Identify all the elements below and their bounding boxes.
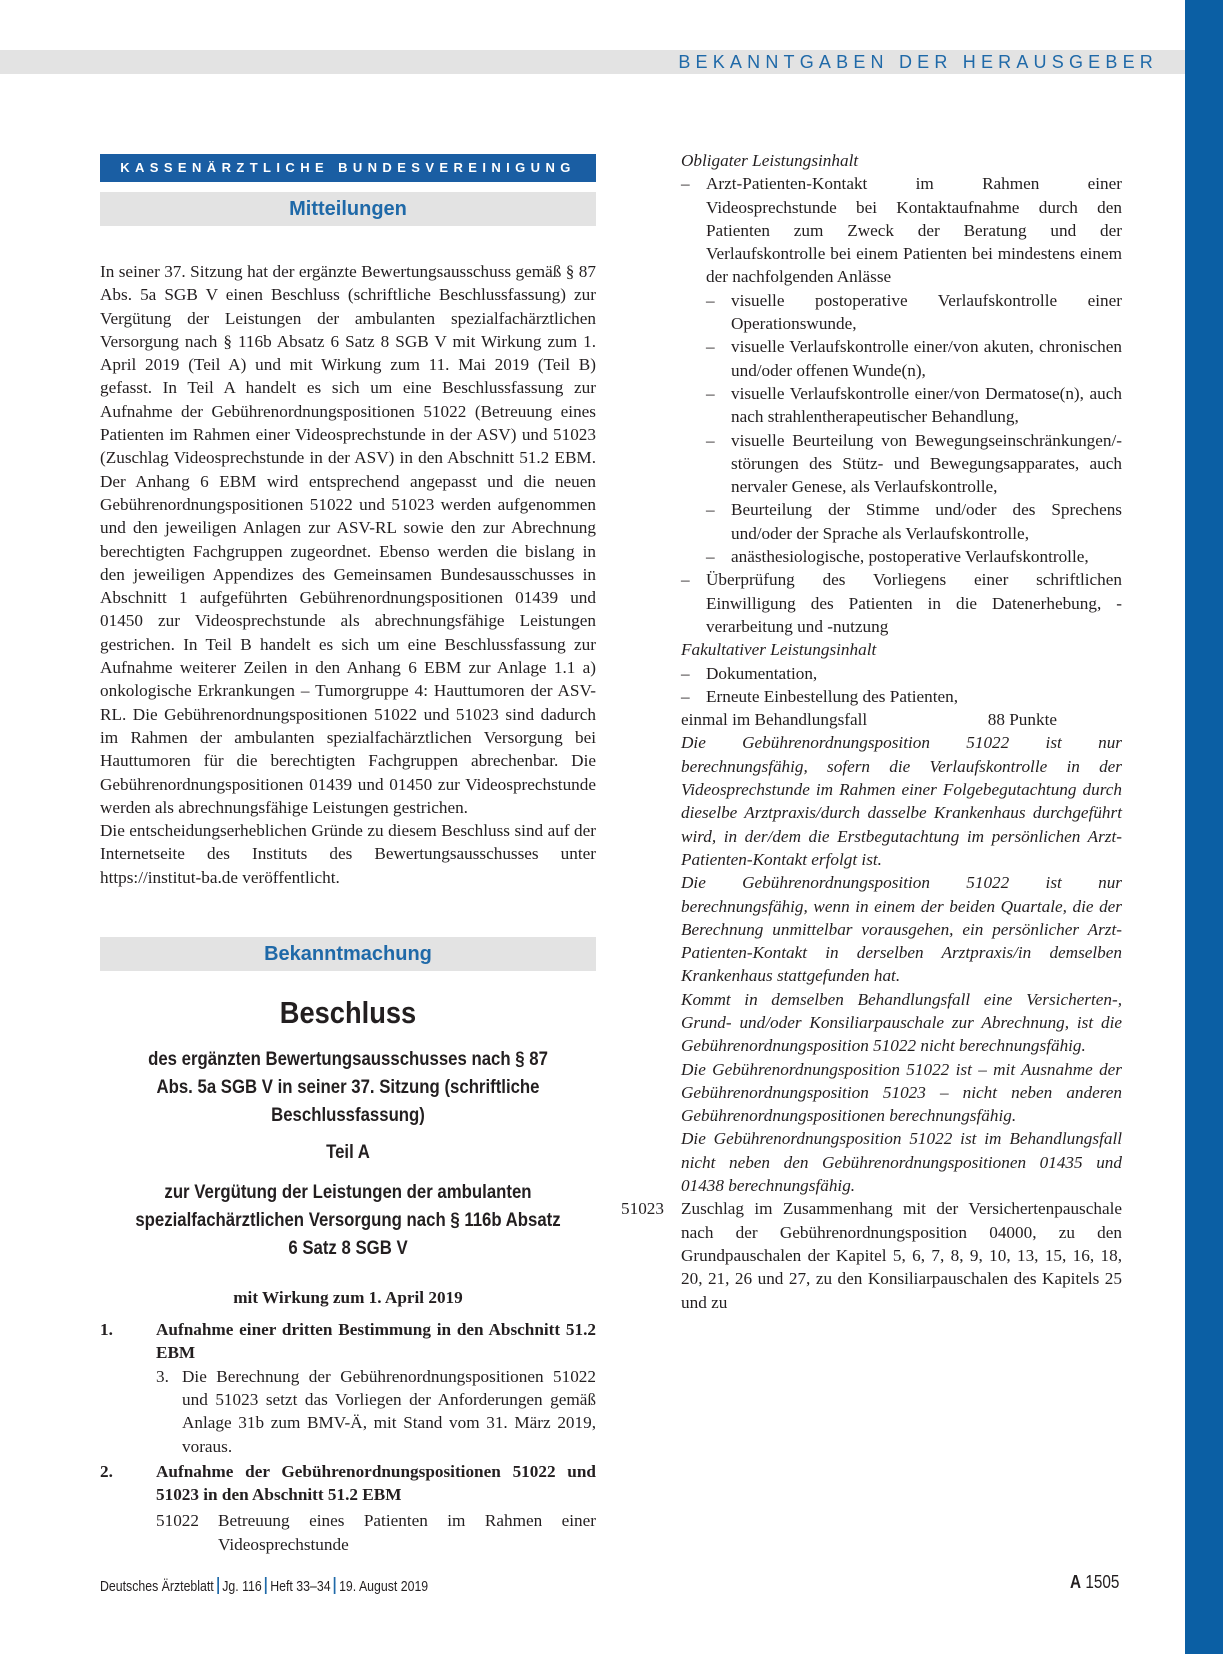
list-item-text: Überprüfung des Vorliegens einer schriftlichen Einwilligung des Patienten in die Datenerhebung, -verarbeitung und -nutzung [706, 570, 1122, 636]
fakultativ-heading: Fakultativer Leistungsinhalt [681, 640, 877, 660]
footer-separator [265, 1577, 267, 1594]
sub-list-item-text: anästhesiologische, postoperative Verlaufskontrolle, [731, 547, 1089, 567]
sub-list-item [681, 498, 1122, 545]
footer-citation [100, 1577, 428, 1595]
rule-note: Die Gebührenordnungsposition 51022 ist im Behandlungsfall nicht neben den Gebührenordnungspositionen 01435 und 01438 berechnungsfähig. [681, 1129, 1122, 1196]
footer-separator [334, 1577, 336, 1594]
dash-marker: – [706, 383, 715, 403]
obligat-heading: Obligater Leistungsinhalt [681, 151, 859, 170]
rule-note: Die Gebührenordnungsposition 51022 ist – mit Ausnahme der Gebührenordnungsposition 51023 – nicht neben anderen Gebührenordnungspositionen berechnungsfähig. [681, 1059, 1122, 1126]
dash-marker: – [706, 500, 715, 520]
punkte-value: 88 Punkte [987, 710, 1057, 730]
kbv-banner: KASSENÄRZTLICHE BUNDESVEREINIGUNG [100, 154, 596, 182]
beschluss-title: Beschluss [279, 995, 417, 1031]
dash-marker: – [706, 290, 715, 310]
dash-marker: – [706, 337, 715, 357]
list-item [100, 1460, 596, 1507]
rule-note: Kommt in demselben Behandlungsfall eine Versicherten-, Grund- und/oder Konsiliarpauschale zur Abrechnung, ist die Gebührenordnungsposition 51022 nicht berechnungsfähig. [681, 989, 1122, 1056]
dash-marker: – [706, 547, 715, 567]
volume: Jg. 116 [222, 1579, 262, 1595]
beschluss-subheading: des ergänzten Bewertungsausschusses nach § 87 Abs. 5a SGB V in seiner 37. Sitzung (schriftliche Beschlussfassung) [148, 1048, 548, 1127]
gop-description: Betreuung eines Patienten im Rahmen einer Videosprechstunde [218, 1511, 596, 1554]
issue-date: 19. August 2019 [339, 1579, 429, 1595]
sub-list-item-text: visuelle postoperative Verlaufskontrolle einer Operationswunde, [731, 290, 1122, 334]
reasons-paragraph: Die entscheidungserheblichen Gründe zu diesem Beschluss sind auf der Internetseite des Instituts des Bewertungsausschusses unter https://institut-ba.de veröffentlicht. [100, 821, 596, 887]
sub-list-item-text: visuelle Beurteilung von Bewegungseinschränkungen/-störungen des Stütz- und Bewegungsapparates, auch nervaler Genese, als Verlaufskontrolle, [731, 430, 1122, 497]
frequency-text: einmal im Behandlungsfall [681, 710, 868, 730]
rule-note: Die Gebührenordnungsposition 51022 ist nur berechnungsfähig, sofern die Verlaufskontrolle in der Videosprechstunde im Rahmen einer Folgebegutachtung durch dieselbe Arztpraxis/durch dasselbe Krankenhaus durchgeführt wird, in der/dem die Erstbegutachtung im persönlichen Arzt-Patienten-Kontakt erfolgt ist. [681, 733, 1122, 869]
mitteilungen-heading: Mitteilungen [100, 192, 596, 226]
gop-description: Zuschlag im Zusammenhang mit der Versichertenpauschale nach der Gebührenordnungsposition 04000, zu den Grundpauschalen der Kapitel 5, 6, 7, 8, 9, 10, 13, 15, 16, 18, 20, 21, 26 und 27, zu den Konsiliarpauschalen des Kapitels 25 und zu [681, 1199, 1122, 1312]
wirkung-date: mit Wirkung zum 1. April 2019 [233, 1288, 463, 1308]
verguetung-heading: zur Vergütung der Leistungen der ambulanten spezialfachärztlichen Versorgung nach § 116b Absatz 6 Satz 8 SGB V [135, 1181, 561, 1260]
list-item [100, 1318, 596, 1365]
sub-list-item [681, 289, 1122, 336]
sub-list-item-text: visuelle Verlaufskontrolle einer/von akuten, chronischen und/oder offenen Wunde(n), [731, 337, 1122, 380]
item-number: 1. [100, 1320, 113, 1340]
right-column [621, 149, 1122, 1314]
sub-list-item [681, 545, 1122, 568]
bekanntmachung-heading: Bekanntmachung [100, 937, 596, 971]
item-text: Aufnahme einer dritten Bestimmung in den Abschnitt 51.2 EBM [156, 1320, 596, 1363]
list-item [681, 685, 1122, 708]
list-item [681, 568, 1122, 638]
punkte-row [681, 708, 1059, 731]
issue: Heft 33–34 [270, 1579, 331, 1595]
gop-entry [621, 1197, 1122, 1313]
list-item-text: Arzt-Patienten-Kontakt im Rahmen einer Videosprechstunde bei Kontaktaufnahme durch den Patienten zum Zweck der Beratung und der Verlaufskontrolle bei einem Patienten bei mindestens einem der nachfolgenden Anlässe [706, 174, 1122, 287]
page-num: 1505 [1085, 1572, 1120, 1592]
side-color-bar [1185, 0, 1223, 1654]
dash-marker: – [706, 430, 715, 450]
sub-list-item-text: Beurteilung der Stimme und/oder des Sprechens und/oder der Sprache als Verlaufskontrolle, [731, 500, 1122, 543]
footer-separator [217, 1577, 219, 1594]
gop-number: 51023 [621, 1199, 664, 1219]
sub-list-item [681, 382, 1122, 429]
dash-marker: – [681, 686, 690, 706]
list-item-text: Dokumentation, [706, 663, 818, 683]
dash-marker: – [681, 174, 690, 194]
page-number [1070, 1572, 1119, 1593]
gop-entry [100, 1509, 596, 1556]
dash-marker: – [681, 663, 690, 683]
sub-item-text: Die Berechnung der Gebührenordnungspositionen 51022 und 51023 setzt das Vorliegen der Anforderungen gemäß Anlage 31b zum BMV-Ä, mit Stand vom 31. März 2019, voraus. [182, 1366, 596, 1456]
list-item-text: Erneute Einbestellung des Patienten, [706, 686, 959, 706]
list-item [681, 172, 1122, 288]
left-column [100, 154, 596, 1556]
item-text: Aufnahme der Gebührenordnungspositionen 51022 und 51023 in den Abschnitt 51.2 EBM [156, 1461, 596, 1505]
rule-note: Die Gebührenordnungsposition 51022 ist nur berechnungsfähig, wenn in einem der beiden Quartale, die der Berechnung unmittelbar vorausgehen, ein persönlicher Arzt-Patienten-Kontakt in derselben Arztpraxis/in demselben Krankenhaus stattgefunden hat. [681, 873, 1122, 986]
gop-number: 51022 [156, 1511, 199, 1531]
section-header-title: BEKANNTGABEN DER HERAUSGEBER [678, 52, 1158, 72]
intro-paragraph: In seiner 37. Sitzung hat der ergänzte Bewertungsausschuss gemäß § 87 Abs. 5a SGB V einen Beschluss (schriftliche Beschlussfassung) zur Vergütung der Leistungen der ambulanten spezialfachärztlichen Versorgung nach § 116b Absatz 6 Satz 8 SGB V mit Wirkung zum 1. April 2019 (Teil A) und mit Wirkung zum 11. Mai 2019 (Teil B) gefasst. In Teil A handelt es sich um eine Beschlussfassung zur Aufnahme der Gebührenordnungspositionen 51022 (Betreuung eines Patienten im Rahmen einer Videosprechstunde in der ASV) und 51023 (Zuschlag Videosprechstunde in der ASV) in den Abschnitt 51.2 EBM. Der Anhang 6 EBM wird entsprechend angepasst und die neuen Gebührenordnungspositionen 51022 und 51023 werden aufgenommen und den jeweiligen Anlagen zur ASV-RL sowie den zur Abrechnung berechtigten Fachgruppen zugeordnet. Ebenso werden die bislang in den jeweiligen Appendizes des Gemeinsamen Bundesausschusses in Abschnitt 1 aufgeführten Gebührenordnungspositionen 01439 und 01450 zur Videosprechstunde als abrechnungsfähige Leistungen gestrichen. In Teil B handelt es sich um eine Beschlussfassung zur Aufnahme weiterer Zeilen in den Anhang 6 EBM zur Anlage 1.1 a) onkologische Erkrankungen – Tumorgruppe 4: Hauttumoren der ASV-RL. Die Gebührenordnungspositionen 51022 und 51023 sind dadurch im Rahmen der ambulanten spezialfachärztlichen Versorgung bei Hauttumoren für die berechtigten Fachgruppen abrechenbar. Die Gebührenordnungspositionen 01439 und 01450 zur Videosprechstunde werden als abrechnungsfähige Leistungen gestrichen. [100, 262, 596, 817]
journal-name: Deutsches Ärzteblatt [100, 1579, 214, 1595]
page-prefix: A [1070, 1572, 1082, 1592]
dash-marker: – [681, 570, 690, 590]
sub-item-number: 3. [156, 1366, 169, 1386]
teil-label: Teil A [326, 1141, 370, 1164]
sub-list-item [681, 429, 1122, 499]
item-number: 2. [100, 1461, 113, 1481]
list-item [681, 662, 1122, 685]
sub-list-item [681, 335, 1122, 382]
sub-list-item [100, 1365, 596, 1458]
sub-list-item-text: visuelle Verlaufskontrolle einer/von Dermatose(n), auch nach strahlentherapeutischer Behandlung, [731, 383, 1122, 427]
